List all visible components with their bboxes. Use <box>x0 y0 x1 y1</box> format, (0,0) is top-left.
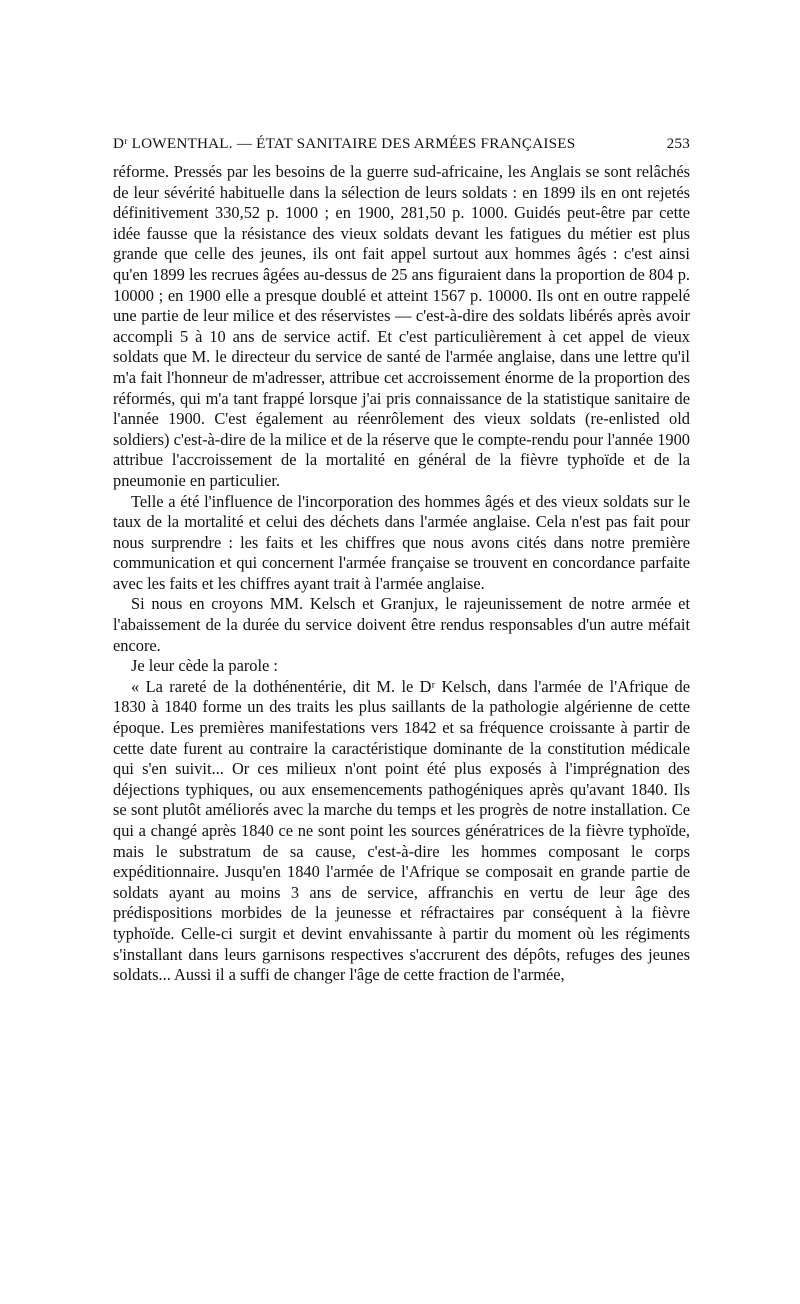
page-number: 253 <box>666 135 690 152</box>
page <box>113 131 690 986</box>
running-head-title: Dʳ LOWENTHAL. — ÉTAT SANITAIRE DES ARMÉES FRANÇAISES <box>113 135 576 152</box>
body-text <box>113 162 690 986</box>
quotation-paragraph: « La rareté de la dothénentérie, dit M. le Dʳ Kelsch, dans l'armée de l'Afrique de 1830 à 1840 forme un des traits les plus saillants de la pathologie algérienne de cette époque. Les premières manifestations vers 1842 et sa fréquence croissante à partir de cette date furent au contraire la caractéristique dominante de la constitution médicale qui s'en suivit... Or ces milieux n'ont point été plus exposés à l'imprégnation des déjections typhiques, ou aux ensemencements pathogéniques après qu'avant 1840. Ils se sont plutôt améliorés avec la marche du temps et les progrès de notre installation. Ce qui a changé après 1840 ce ne sont point les sources génératrices de la fièvre typhoïde, mais le substratum de sa cause, c'est-à-dire les hommes composant le corps expéditionnaire. Jusqu'en 1840 l'armée de l'Afrique se composait en grande partie de soldats ayant au moins 3 ans de service, affranchis en vertu de leur âge des prédispositions morbides de la jeunesse et réfractaires par conséquent à la fièvre typhoïde. Celle-ci surgit et devint envahissante à partir du moment où les régiments s'installant dans leurs garnisons respectives s'accrurent des dépôts, refuges des jeunes soldats... Aussi il a suffi de changer l'âge de cette fraction de l'armée, <box>113 676 690 985</box>
paragraph: réforme. Pressés par les besoins de la guerre sud-africaine, les Anglais se sont relâchés de leur sévérité habituelle dans la sélection de leurs soldats : en 1899 ils en ont rejetés définitivement 330,52 p. 1000 ; en 1900, 281,50 p. 1000. Guidés peut-être par cette idée fausse que la résistance des vieux soldats devant les fatigues du métier est plus grande que celle des jeunes, ils ont fait appel surtout aux hommes âgés : c'est ainsi qu'en 1899 les recrues âgées au-dessus de 25 ans figuraient dans la proportion de 804 p. 10000 ; en 1900 elle a presque doublé et atteint 1567 p. 10000. Ils ont en outre rappelé une partie de leur milice et des réservistes — c'est-à-dire des soldats libérés après avoir accompli 5 à 10 ans de service actif. Et c'est particulièrement à cet appel de vieux soldats que M. le directeur du service de santé de l'armée anglaise, dans une lettre qu'il m'a fait l'honneur de m'adresser, attribue cet accroissement énorme de la proportion des réformés, qui m'a tant frappé lorsque j'ai pris connaissance de la statistique sanitaire de l'année 1900. C'est également au réenrôlement des vieux soldats (re-enlisted old soldiers) c'est-à-dire de la milice et de la réserve que le compte-rendu pour l'année 1900 attribue l'accroissement de la mortalité en général de la fièvre typhoïde et de la pneumonie en particulier. <box>113 162 690 490</box>
paragraph: Je leur cède la parole : <box>131 656 278 676</box>
running-head <box>113 131 690 156</box>
paragraph: Telle a été l'influence de l'incorporation des hommes âgés et des vieux soldats sur le taux de la mortalité et celui des déchets dans l'armée anglaise. Cela n'est pas fait pour nous surprendre : les faits et les chiffres que nous avons cités dans notre première communication et qui concernent l'armée française se trouvent en concordance parfaite avec les faits et les chiffres ayant trait à l'armée anglaise. <box>113 491 690 593</box>
paragraph: Si nous en croyons MM. Kelsch et Granjux, le rajeunissement de notre armée et l'abaissement de la durée du service doivent être rendus responsables d'un autre méfait encore. <box>113 594 690 655</box>
